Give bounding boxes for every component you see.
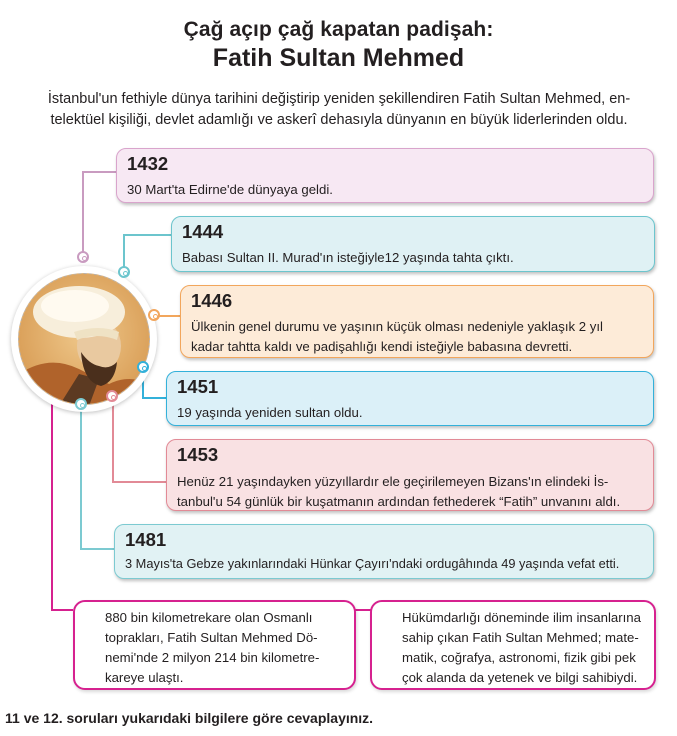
- timeline-year: 1432: [127, 153, 169, 174]
- connector-1432-h: [82, 171, 116, 173]
- timeline-text-line: Ülkenin genel durumu ve yaşının küçük olması nedeniyle yaklaşık 2 yıl: [191, 319, 603, 334]
- info-note-science: [370, 600, 656, 690]
- connector-1481: [80, 406, 82, 549]
- connector-1453-h: [112, 481, 166, 483]
- connector-dot-1481: [75, 398, 87, 410]
- info-note-territory: [73, 600, 356, 690]
- connector-1446-h: [158, 315, 180, 317]
- portrait-image: [18, 273, 150, 405]
- connector-1444: [123, 234, 125, 270]
- connector-dot-1444: [118, 266, 130, 278]
- timeline-text: 3 Mayıs'ta Gebze yakınlarındaki Hünkar Çayırı'ndaki ordugâhında 49 yaşında vefat etti.: [125, 556, 620, 571]
- connector-dot-1432: [77, 251, 89, 263]
- note-line: sahip çıkan Fatih Sultan Mehmed; mate-: [402, 630, 639, 645]
- connector-dot-1446: [148, 309, 160, 321]
- timeline-text-line: Henüz 21 yaşındayken yüzyıllardır ele geçirilemeyen Bizans'ın elindeki İs-: [177, 474, 609, 489]
- timeline-text-line: kadar tahtta kaldı ve padişahlığı kendi isteğiyle babasına devretti.: [191, 339, 573, 354]
- timeline-item-1444: [171, 216, 655, 272]
- sultan-portrait-icon: [19, 274, 150, 405]
- connector-1451-h: [142, 397, 166, 399]
- timeline-text: Babası Sultan II. Murad'ın isteğiyle12 yaşında tahta çıktı.: [182, 250, 514, 265]
- timeline-year: 1444: [182, 221, 224, 242]
- note-line: matik, coğrafya, astronomi, fizik gibi pek: [402, 650, 636, 665]
- connector-notes: [51, 400, 53, 610]
- note-line: kareye ulaştı.: [105, 670, 184, 685]
- note-line: Hükümdarlığı döneminde ilim insanlarına: [402, 610, 641, 625]
- timeline-text-line: tanbul'u 54 günlük bir kuşatmanın ardından fethederek “Fatih” unvanını aldı.: [177, 494, 621, 509]
- timeline-item-1481: [114, 524, 654, 579]
- connector-1481-h: [80, 548, 114, 550]
- question-instruction: 11 ve 12. soruları yukarıdaki bilgilere göre cevaplayınız.: [5, 710, 374, 726]
- connector-1444-h: [123, 234, 171, 236]
- timeline-text: 30 Mart'ta Edirne'de dünyaya geldi.: [127, 182, 333, 197]
- connector-dot-1453: [106, 390, 118, 402]
- intro-paragraph: [24, 89, 654, 131]
- timeline-item-1453: [166, 439, 654, 511]
- timeline-item-1446: [180, 285, 654, 358]
- note-line: 880 bin kilometrekare olan Osmanlı: [105, 610, 313, 625]
- intro-line-2: telektüel kişiliği, devlet adamlığı ve askerî dehasıyla dünyanın en büyük liderlerinden oldu.: [50, 112, 628, 128]
- connector-1432: [82, 171, 84, 256]
- page-title: Fatih Sultan Mehmed: [212, 44, 465, 72]
- timeline-text: [177, 472, 643, 512]
- timeline-text: [191, 317, 643, 357]
- timeline-year: 1481: [125, 529, 167, 550]
- note-line: çok alanda da yetenek ve bilgi sahibiydi.: [402, 670, 638, 685]
- connector-1453: [112, 401, 114, 482]
- connector-notes-h: [51, 609, 73, 611]
- page-subtitle: Çağ açıp çağ kapatan padişah:: [183, 18, 494, 41]
- timeline-year: 1453: [177, 444, 219, 465]
- timeline-text: 19 yaşında yeniden sultan oldu.: [177, 405, 363, 420]
- timeline-item-1451: [166, 371, 654, 426]
- timeline-year: 1446: [191, 290, 233, 311]
- portrait-frame: [11, 266, 157, 412]
- intro-line-1: İstanbul'un fethiyle dünya tarihini değiştirip yeniden şekillendiren Fatih Sultan Mehmed, en-: [47, 91, 631, 107]
- timeline-year: 1451: [177, 376, 219, 397]
- timeline-item-1432: [116, 148, 654, 203]
- note-line: nemi'nde 2 milyon 214 bin kilometre-: [105, 650, 320, 665]
- note-line: toprakları, Fatih Sultan Mehmed Dö-: [105, 630, 318, 645]
- connector-dot-1451: [137, 361, 149, 373]
